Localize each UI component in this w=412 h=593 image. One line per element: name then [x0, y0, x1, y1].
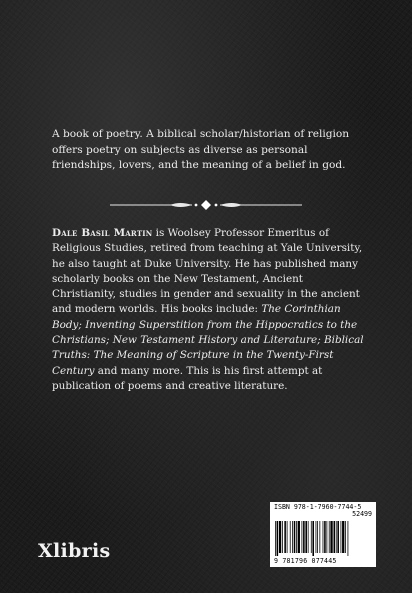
ornamental-divider: [110, 200, 302, 210]
isbn-line-1: ISBN 978-1-7960-7744-5: [274, 503, 362, 511]
barcode-bar: [275, 521, 276, 556]
publisher-logo: Xlibris: [38, 540, 111, 562]
barcode-bar: [298, 521, 300, 553]
barcode-bar: [303, 521, 305, 553]
barcode-digits: 9 781796 077445: [274, 557, 337, 565]
bio-text-2: and many more. This is his first attempt at publication of poems and creative literature.: [52, 364, 323, 392]
barcode-bar: [348, 521, 349, 556]
barcode-bar: [334, 521, 336, 553]
barcode-bar: [308, 521, 309, 553]
barcode-bar: [277, 521, 279, 556]
isbn-line-2: 52499: [352, 510, 372, 519]
barcode-bar: [317, 521, 318, 553]
barcode-bar: [284, 521, 286, 553]
barcode-bar: [287, 521, 288, 553]
barcode-bar: [294, 521, 296, 553]
barcode-bar: [311, 521, 312, 553]
barcode-bar: [329, 521, 330, 553]
barcode-bar: [312, 521, 314, 556]
barcode-bar: [337, 521, 339, 553]
barcode-bar: [323, 521, 324, 553]
barcode-bar: [302, 521, 303, 553]
barcode-bar: [326, 521, 327, 553]
barcode-bar: [330, 521, 332, 553]
isbn-text: [274, 504, 374, 519]
barcode-bar: [290, 521, 291, 553]
barcode-bar: [336, 521, 337, 553]
barcode-bar: [324, 521, 326, 553]
bio-text-1: is Woolsey Professor Emeritus of Religious Studies, retired from teaching at Yale University, he also taught at Duke University. He has published many scholarly books on the New Testament, Ancient Christianity, studies in gender and sexuality in the ancient and modern worlds. His books include:: [52, 227, 363, 316]
barcode-bar: [282, 521, 283, 553]
book-titles: The Corinthian Body; Inventing Superstition from the Hippocratics to the Christians; New Testament History and Literature; Biblical Truths: The Meaning of Scripture in the Twenty-First Century: [52, 303, 364, 377]
book-blurb: A book of poetry. A biblical scholar/historian of religion offers poetry on subjects as diverse as personal friendships, lovers, and the meaning of a belief in god.: [52, 128, 350, 172]
barcode-bar: [341, 521, 342, 553]
author-bio: [52, 226, 370, 394]
barcode-bar: [319, 521, 320, 553]
barcode-bar: [296, 521, 297, 553]
barcode-bar: [316, 521, 317, 553]
barcode-bar: [345, 521, 346, 553]
barcode-bars: [275, 521, 371, 556]
barcode-bar: [292, 521, 293, 553]
barcode-bar: [305, 521, 307, 553]
barcode-panel: [270, 502, 376, 567]
barcode-bar: [342, 521, 344, 553]
barcode-bar: [279, 521, 281, 553]
author-name: Dale Basil Martin: [52, 227, 153, 239]
